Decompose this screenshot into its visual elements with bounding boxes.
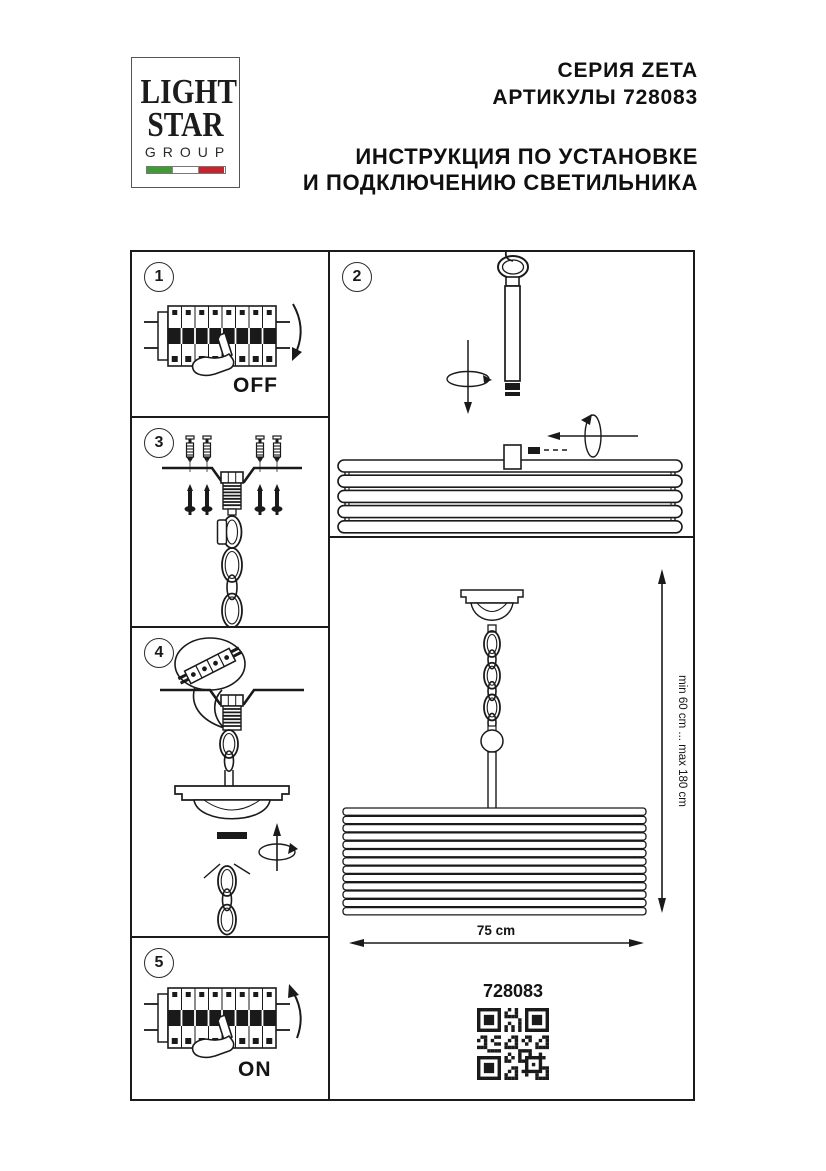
decorative-ball-icon bbox=[481, 726, 503, 752]
qr-code bbox=[477, 1008, 549, 1080]
step-3-number: 3 bbox=[144, 428, 174, 458]
instruction-title-line1: ИНСТРУКЦИЯ ПО УСТАНОВКЕ bbox=[355, 144, 698, 169]
threaded-nipple-icon bbox=[221, 695, 243, 730]
article-title: АРТИКУЛЫ 728083 bbox=[492, 86, 698, 109]
height-dimension-label: min 60 cm ... max 180 cm bbox=[676, 675, 688, 807]
screw-direction-arrow-icon bbox=[547, 414, 638, 457]
flag-red bbox=[199, 167, 224, 173]
step-1-panel bbox=[130, 250, 330, 418]
step-4-panel bbox=[130, 626, 330, 938]
chain-icon bbox=[218, 866, 236, 935]
quick-link-icon bbox=[218, 516, 242, 548]
rod-assembly-illustration bbox=[330, 252, 693, 536]
off-label: OFF bbox=[233, 374, 278, 397]
wall-anchors-icon bbox=[186, 436, 281, 472]
step-2-number: 2 bbox=[342, 262, 372, 292]
suspension-rod-icon bbox=[505, 277, 520, 396]
chain-icon bbox=[484, 631, 500, 732]
chain-icon bbox=[222, 548, 242, 626]
pendant-lamp-drawing bbox=[330, 538, 693, 1099]
width-dimension-label: 75 cm bbox=[476, 923, 516, 938]
flag-green bbox=[147, 167, 172, 173]
article-number: 728083 bbox=[482, 981, 544, 1001]
step-4-number: 4 bbox=[144, 638, 174, 668]
height-dimension bbox=[658, 569, 688, 913]
set-screw-icon bbox=[217, 832, 247, 839]
step-2-panel bbox=[328, 250, 695, 538]
threaded-nipple-icon bbox=[221, 472, 243, 515]
ceiling-canopy-icon bbox=[175, 786, 289, 819]
logo-star: STAR bbox=[147, 105, 224, 144]
instruction-title-line2: И ПОДКЛЮЧЕНИЮ СВЕТИЛЬНИКА bbox=[302, 170, 698, 195]
circuit-breaker-icon bbox=[144, 306, 290, 366]
series-title: СЕРИЯ ZETA bbox=[557, 59, 698, 82]
flag-white bbox=[172, 167, 199, 173]
logo-group: GROUP bbox=[144, 144, 232, 160]
screw-rotation-icon bbox=[447, 340, 492, 414]
step-5-number: 5 bbox=[144, 948, 174, 978]
lampshade-slats-icon bbox=[338, 460, 682, 533]
lampshade-slats-icon bbox=[343, 808, 646, 915]
hanging-ring-icon bbox=[498, 252, 528, 278]
step-3-panel bbox=[130, 416, 330, 628]
turn-off-arrow-icon bbox=[292, 304, 302, 361]
step-5-panel bbox=[130, 936, 330, 1101]
screw-icon bbox=[528, 447, 568, 454]
dimension-panel bbox=[328, 536, 695, 1101]
circuit-breaker-icon bbox=[144, 988, 290, 1048]
suspension-rod-icon bbox=[488, 752, 496, 810]
width-dimension bbox=[349, 923, 644, 947]
on-label: ON bbox=[238, 1058, 272, 1081]
logo-light: LIGHT bbox=[140, 72, 237, 111]
italian-flag-icon bbox=[146, 166, 226, 174]
chain-upper-icon bbox=[220, 730, 238, 771]
canopy-mounting-illustration bbox=[132, 628, 328, 936]
lightstar-logo bbox=[131, 57, 240, 188]
header-text bbox=[303, 57, 698, 196]
tighten-rotation-arrow-icon bbox=[259, 823, 298, 871]
step-1-number: 1 bbox=[144, 262, 174, 292]
ceiling-canopy-icon bbox=[461, 590, 523, 632]
mount-stub-icon bbox=[504, 445, 521, 469]
